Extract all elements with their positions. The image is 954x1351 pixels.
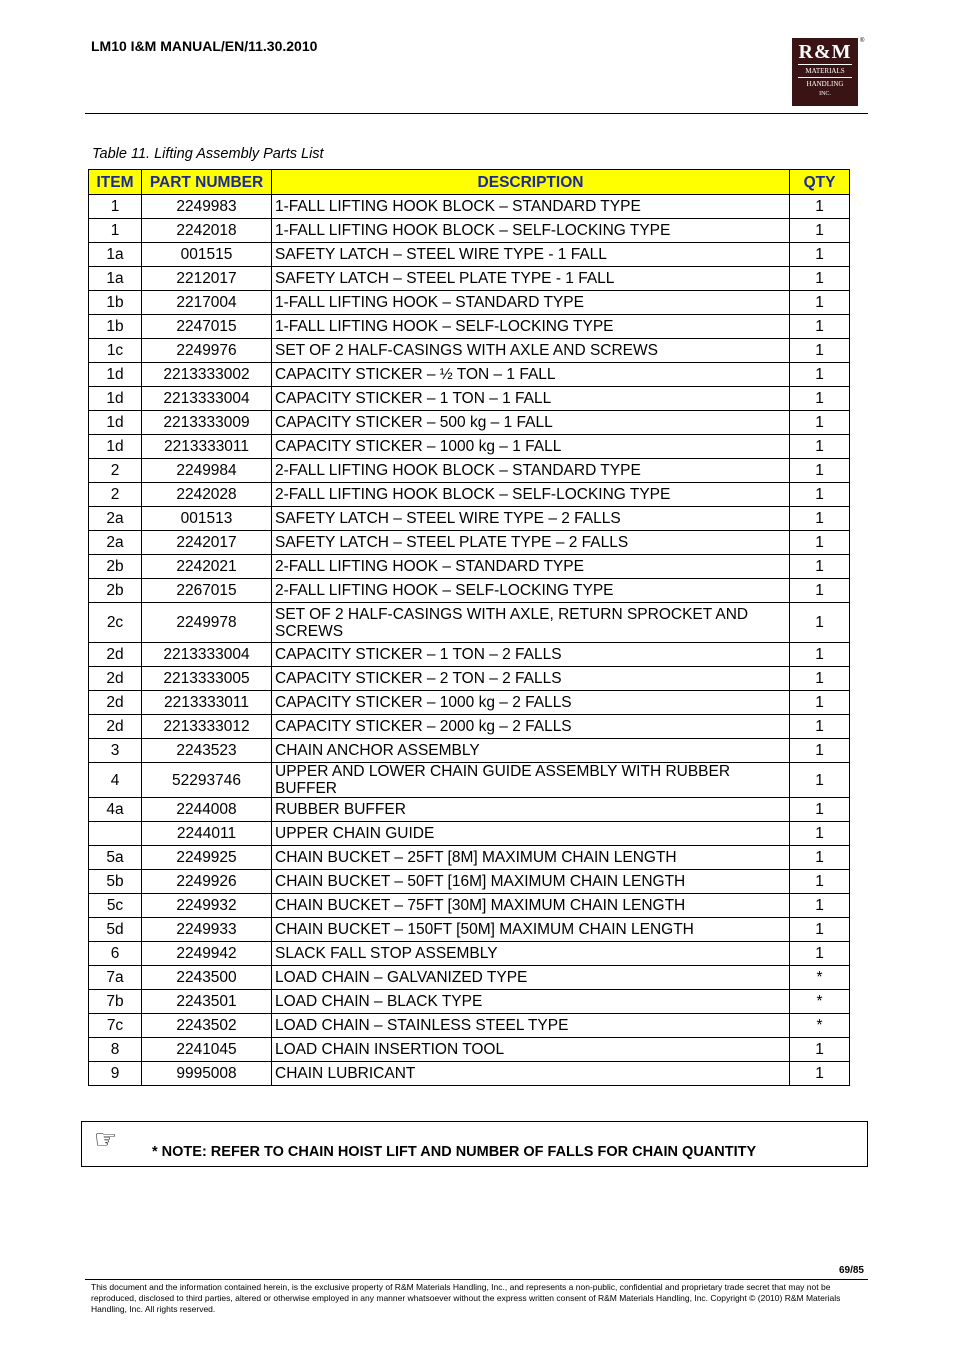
- item-cell: 2: [89, 459, 142, 483]
- table-row: [89, 267, 850, 291]
- part-number-cell: 2249933: [142, 918, 272, 942]
- part-number-cell: 2213333004: [142, 643, 272, 667]
- logo-line2: HANDLING: [798, 77, 852, 90]
- table-row: [89, 579, 850, 603]
- qty-cell: 1: [790, 315, 850, 339]
- table-row: [89, 339, 850, 363]
- part-number-cell: 001515: [142, 243, 272, 267]
- table-row: [89, 411, 850, 435]
- table-row: [89, 555, 850, 579]
- part-number-cell: 52293746: [142, 763, 272, 798]
- description-cell: LOAD CHAIN – GALVANIZED TYPE: [272, 966, 790, 990]
- logo-line3: INC.: [819, 91, 831, 97]
- description-cell: CAPACITY STICKER – 2000 kg – 2 FALLS: [272, 715, 790, 739]
- table-row: [89, 483, 850, 507]
- part-number-cell: 9995008: [142, 1062, 272, 1086]
- description-cell: SET OF 2 HALF-CASINGS WITH AXLE AND SCREWS: [272, 339, 790, 363]
- description-cell: 2-FALL LIFTING HOOK – STANDARD TYPE: [272, 555, 790, 579]
- part-number-cell: 2213333012: [142, 715, 272, 739]
- item-cell: 1d: [89, 411, 142, 435]
- item-cell: 6: [89, 942, 142, 966]
- table-row: [89, 918, 850, 942]
- qty-cell: 1: [790, 339, 850, 363]
- description-cell: CHAIN ANCHOR ASSEMBLY: [272, 739, 790, 763]
- qty-cell: 1: [790, 715, 850, 739]
- item-cell: 2b: [89, 579, 142, 603]
- part-number-cell: 2217004: [142, 291, 272, 315]
- table-row: [89, 459, 850, 483]
- item-cell: 5c: [89, 894, 142, 918]
- part-number-cell: 2249942: [142, 942, 272, 966]
- description-cell: CAPACITY STICKER – 500 kg – 1 FALL: [272, 411, 790, 435]
- table-row: [89, 315, 850, 339]
- description-cell: 1-FALL LIFTING HOOK – SELF-LOCKING TYPE: [272, 315, 790, 339]
- description-cell: 2-FALL LIFTING HOOK BLOCK – STANDARD TYPE: [272, 459, 790, 483]
- qty-cell: 1: [790, 1038, 850, 1062]
- table-row: [89, 1062, 850, 1086]
- footer-divider: [85, 1279, 868, 1280]
- part-number-cell: 2243523: [142, 739, 272, 763]
- table-row: [89, 990, 850, 1014]
- page-number: 69/85: [838, 1265, 864, 1276]
- part-number-cell: 2213333004: [142, 387, 272, 411]
- part-number-cell: 2213333011: [142, 691, 272, 715]
- part-number-cell: 2244008: [142, 798, 272, 822]
- description-cell: UPPER AND LOWER CHAIN GUIDE ASSEMBLY WITH RUBBER BUFFER: [272, 763, 790, 798]
- qty-cell: 1: [790, 459, 850, 483]
- table-row: [89, 691, 850, 715]
- note-box: [81, 1121, 868, 1167]
- item-cell: 2c: [89, 603, 142, 643]
- qty-cell: 1: [790, 739, 850, 763]
- part-number-cell: 2213333002: [142, 363, 272, 387]
- part-number-cell: 2249926: [142, 870, 272, 894]
- part-number-cell: 2243500: [142, 966, 272, 990]
- table-row: [89, 894, 850, 918]
- qty-cell: 1: [790, 894, 850, 918]
- part-number-cell: 2242018: [142, 219, 272, 243]
- part-number-cell: 2249984: [142, 459, 272, 483]
- description-cell: CHAIN LUBRICANT: [272, 1062, 790, 1086]
- item-cell: 8: [89, 1038, 142, 1062]
- qty-cell: 1: [790, 435, 850, 459]
- description-cell: 2-FALL LIFTING HOOK – SELF-LOCKING TYPE: [272, 579, 790, 603]
- manual-title: LM10 I&M MANUAL/EN/11.30.2010: [91, 38, 318, 54]
- footer-disclaimer: This document and the information contained herein, is the exclusive property of R&M Materials Handling, Inc., and represents a non-public, confidential and proprietary trade secret that may not be reproduced, disclosed to third parties, altered or otherwise employed in any manner whatsoever without the express written consent of R&M Materials Handling, Inc. Copyright © (2010) R&M Materials Handling, Inc. All rights reserved.: [91, 1282, 841, 1314]
- item-cell: 1d: [89, 435, 142, 459]
- table-row: [89, 603, 850, 643]
- qty-cell: *: [790, 1014, 850, 1038]
- description-cell: SAFETY LATCH – STEEL WIRE TYPE – 2 FALLS: [272, 507, 790, 531]
- qty-cell: 1: [790, 846, 850, 870]
- item-cell: 5a: [89, 846, 142, 870]
- description-cell: 2-FALL LIFTING HOOK BLOCK – SELF-LOCKING TYPE: [272, 483, 790, 507]
- part-number-cell: 2213333005: [142, 667, 272, 691]
- qty-cell: 1: [790, 195, 850, 219]
- item-cell: 7c: [89, 1014, 142, 1038]
- item-cell: 9: [89, 1062, 142, 1086]
- parts-table: [88, 169, 850, 1086]
- qty-cell: 1: [790, 798, 850, 822]
- description-cell: CAPACITY STICKER – 2 TON – 2 FALLS: [272, 667, 790, 691]
- column-header-qty: QTY: [790, 170, 850, 195]
- part-number-cell: 2241045: [142, 1038, 272, 1062]
- table-row: [89, 435, 850, 459]
- item-cell: 1a: [89, 267, 142, 291]
- qty-cell: 1: [790, 870, 850, 894]
- description-cell: CHAIN BUCKET – 150FT [50M] MAXIMUM CHAIN LENGTH: [272, 918, 790, 942]
- item-cell: 2d: [89, 691, 142, 715]
- item-cell: 4a: [89, 798, 142, 822]
- qty-cell: 1: [790, 411, 850, 435]
- item-cell: 7b: [89, 990, 142, 1014]
- note-text: * NOTE: REFER TO CHAIN HOIST LIFT AND NUMBER OF FALLS FOR CHAIN QUANTITY: [152, 1144, 757, 1160]
- qty-cell: 1: [790, 243, 850, 267]
- item-cell: 1: [89, 219, 142, 243]
- qty-cell: 1: [790, 667, 850, 691]
- description-cell: LOAD CHAIN – BLACK TYPE: [272, 990, 790, 1014]
- table-row: [89, 363, 850, 387]
- table-row: [89, 291, 850, 315]
- table-row: [89, 739, 850, 763]
- table-row: [89, 763, 850, 798]
- table-row: [89, 667, 850, 691]
- table-row: [89, 846, 850, 870]
- item-cell: [89, 822, 142, 846]
- part-number-cell: 2249978: [142, 603, 272, 643]
- qty-cell: 1: [790, 822, 850, 846]
- qty-cell: 1: [790, 483, 850, 507]
- part-number-cell: 2242021: [142, 555, 272, 579]
- item-cell: 1d: [89, 363, 142, 387]
- item-cell: 2: [89, 483, 142, 507]
- item-cell: 5d: [89, 918, 142, 942]
- description-cell: CAPACITY STICKER – ½ TON – 1 FALL: [272, 363, 790, 387]
- item-cell: 1a: [89, 243, 142, 267]
- description-cell: 1-FALL LIFTING HOOK BLOCK – SELF-LOCKING TYPE: [272, 219, 790, 243]
- description-cell: CHAIN BUCKET – 25FT [8M] MAXIMUM CHAIN LENGTH: [272, 846, 790, 870]
- item-cell: 1c: [89, 339, 142, 363]
- item-cell: 3: [89, 739, 142, 763]
- table-row: [89, 243, 850, 267]
- description-cell: SLACK FALL STOP ASSEMBLY: [272, 942, 790, 966]
- part-number-cell: 2213333009: [142, 411, 272, 435]
- qty-cell: 1: [790, 579, 850, 603]
- qty-cell: 1: [790, 691, 850, 715]
- parts-table-body: [89, 195, 850, 1086]
- qty-cell: 1: [790, 603, 850, 643]
- table-row: [89, 942, 850, 966]
- part-number-cell: 2249925: [142, 846, 272, 870]
- qty-cell: 1: [790, 763, 850, 798]
- table-row: [89, 219, 850, 243]
- item-cell: 1b: [89, 315, 142, 339]
- description-cell: SAFETY LATCH – STEEL PLATE TYPE – 2 FALLS: [272, 531, 790, 555]
- part-number-cell: 2243501: [142, 990, 272, 1014]
- company-logo: [792, 38, 858, 106]
- description-cell: CAPACITY STICKER – 1000 kg – 1 FALL: [272, 435, 790, 459]
- header-divider: [85, 113, 868, 114]
- description-cell: CAPACITY STICKER – 1 TON – 2 FALLS: [272, 643, 790, 667]
- table-row: [89, 715, 850, 739]
- qty-cell: 1: [790, 555, 850, 579]
- table-row: [89, 643, 850, 667]
- description-cell: 1-FALL LIFTING HOOK BLOCK – STANDARD TYPE: [272, 195, 790, 219]
- part-number-cell: 2242028: [142, 483, 272, 507]
- table-caption: Table 11. Lifting Assembly Parts List: [92, 146, 324, 162]
- table-row: [89, 531, 850, 555]
- description-cell: SET OF 2 HALF-CASINGS WITH AXLE, RETURN SPROCKET AND SCREWS: [272, 603, 790, 643]
- qty-cell: *: [790, 966, 850, 990]
- item-cell: 2d: [89, 667, 142, 691]
- item-cell: 2a: [89, 507, 142, 531]
- table-row: [89, 195, 850, 219]
- table-row: [89, 1038, 850, 1062]
- table-row: [89, 822, 850, 846]
- logo-line1: MATERIALS: [798, 64, 852, 77]
- table-header-row: [89, 170, 850, 195]
- description-cell: UPPER CHAIN GUIDE: [272, 822, 790, 846]
- description-cell: SAFETY LATCH – STEEL PLATE TYPE - 1 FALL: [272, 267, 790, 291]
- pointing-hand-icon: ☞: [94, 1124, 118, 1154]
- part-number-cell: 001513: [142, 507, 272, 531]
- qty-cell: 1: [790, 1062, 850, 1086]
- table-row: [89, 870, 850, 894]
- qty-cell: 1: [790, 363, 850, 387]
- description-cell: SAFETY LATCH – STEEL WIRE TYPE - 1 FALL: [272, 243, 790, 267]
- description-cell: LOAD CHAIN INSERTION TOOL: [272, 1038, 790, 1062]
- part-number-cell: 2244011: [142, 822, 272, 846]
- item-cell: 2d: [89, 643, 142, 667]
- qty-cell: 1: [790, 643, 850, 667]
- item-cell: 1b: [89, 291, 142, 315]
- part-number-cell: 2267015: [142, 579, 272, 603]
- qty-cell: 1: [790, 267, 850, 291]
- qty-cell: 1: [790, 387, 850, 411]
- description-cell: 1-FALL LIFTING HOOK – STANDARD TYPE: [272, 291, 790, 315]
- part-number-cell: 2249983: [142, 195, 272, 219]
- description-cell: CHAIN BUCKET – 75FT [30M] MAXIMUM CHAIN LENGTH: [272, 894, 790, 918]
- table-row: [89, 387, 850, 411]
- qty-cell: 1: [790, 507, 850, 531]
- part-number-cell: 2213333011: [142, 435, 272, 459]
- description-cell: CAPACITY STICKER – 1000 kg – 2 FALLS: [272, 691, 790, 715]
- part-number-cell: 2249932: [142, 894, 272, 918]
- item-cell: 1: [89, 195, 142, 219]
- table-row: [89, 966, 850, 990]
- item-cell: 5b: [89, 870, 142, 894]
- part-number-cell: 2247015: [142, 315, 272, 339]
- part-number-cell: 2212017: [142, 267, 272, 291]
- description-cell: CAPACITY STICKER – 1 TON – 1 FALL: [272, 387, 790, 411]
- column-header-description: DESCRIPTION: [272, 170, 790, 195]
- column-header-part-number: PART NUMBER: [142, 170, 272, 195]
- item-cell: 2a: [89, 531, 142, 555]
- item-cell: 7a: [89, 966, 142, 990]
- part-number-cell: 2243502: [142, 1014, 272, 1038]
- item-cell: 1d: [89, 387, 142, 411]
- table-row: [89, 798, 850, 822]
- registered-mark: ®: [860, 38, 865, 44]
- qty-cell: 1: [790, 219, 850, 243]
- logo-main: R&M: [798, 41, 852, 63]
- column-header-item: ITEM: [89, 170, 142, 195]
- description-cell: RUBBER BUFFER: [272, 798, 790, 822]
- item-cell: 2d: [89, 715, 142, 739]
- table-row: [89, 507, 850, 531]
- item-cell: 2b: [89, 555, 142, 579]
- item-cell: 4: [89, 763, 142, 798]
- table-row: [89, 1014, 850, 1038]
- qty-cell: 1: [790, 531, 850, 555]
- qty-cell: 1: [790, 918, 850, 942]
- qty-cell: 1: [790, 942, 850, 966]
- part-number-cell: 2249976: [142, 339, 272, 363]
- part-number-cell: 2242017: [142, 531, 272, 555]
- description-cell: CHAIN BUCKET – 50FT [16M] MAXIMUM CHAIN LENGTH: [272, 870, 790, 894]
- qty-cell: 1: [790, 291, 850, 315]
- qty-cell: *: [790, 990, 850, 1014]
- description-cell: LOAD CHAIN – STAINLESS STEEL TYPE: [272, 1014, 790, 1038]
